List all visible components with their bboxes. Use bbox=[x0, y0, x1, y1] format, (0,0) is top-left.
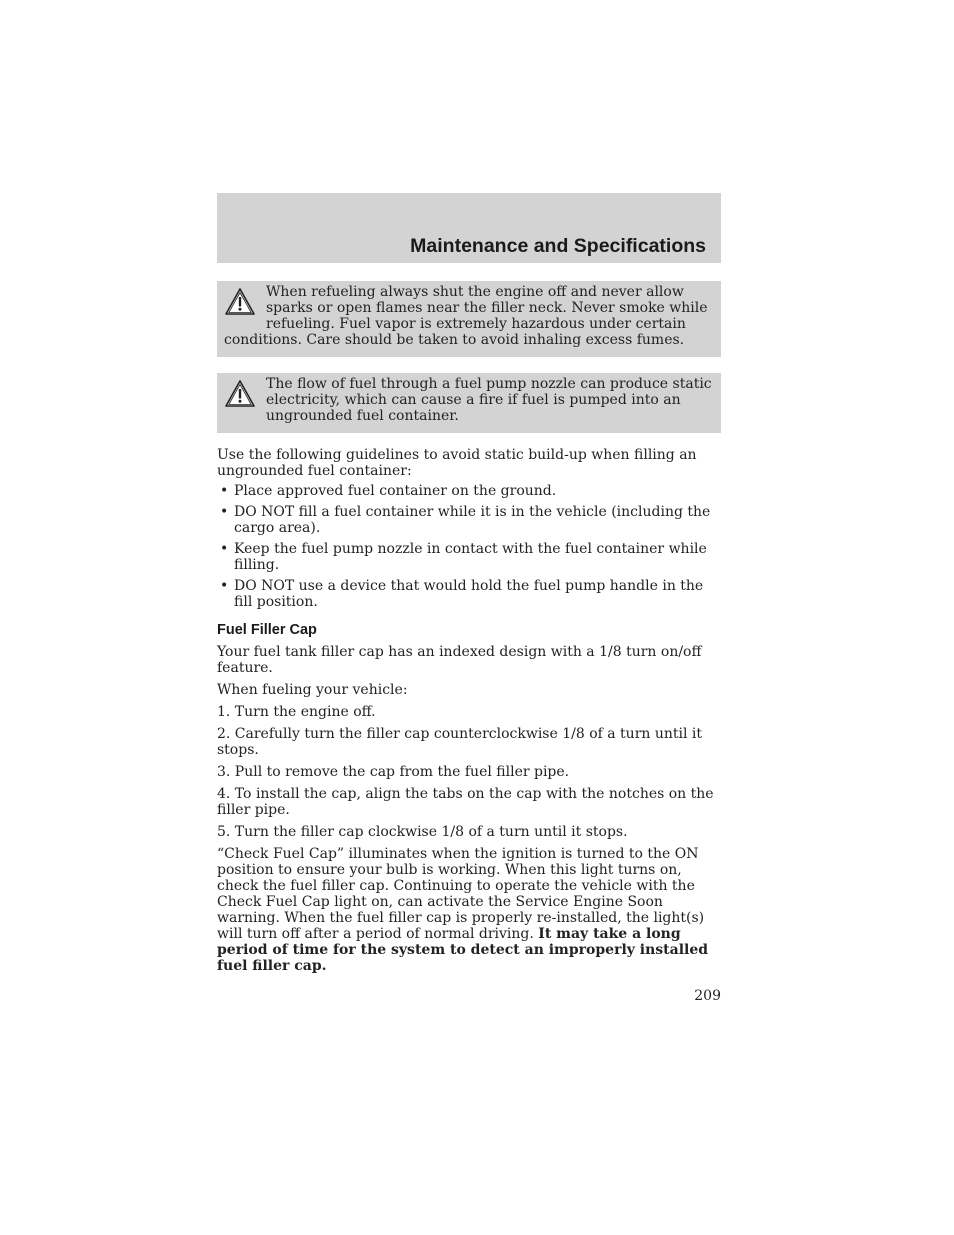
bullet: • bbox=[220, 504, 229, 520]
list-item: • DO NOT use a device that would hold the fuel pump handle in the fill position. bbox=[220, 578, 704, 610]
step-item: 1. Turn the engine off. bbox=[217, 704, 376, 720]
step-item: 5. Turn the filler cap clockwise 1/8 of a turn until it stops. bbox=[217, 824, 628, 840]
manual-page bbox=[217, 193, 721, 1004]
warning-box-refueling bbox=[217, 281, 721, 357]
paragraph: Your fuel tank filler cap has an indexed design with a 1/8 turn on/off feature. bbox=[217, 644, 702, 676]
bullet: • bbox=[220, 541, 229, 557]
closing-paragraph: “Check Fuel Cap” illuminates when the ignition is turned to the ON position to ensure your bulb is working. When this light turns on, check the fuel filler cap. Continuing to operate the vehicle with the Check Fuel Cap light on, can activate the Service Engine Soon warning. When the fuel filler cap is properly re-installed, the light(s) will turn off after a period of normal driving. It may take a long period of time for the system to detect an improperly installed fuel filler cap. bbox=[217, 846, 709, 974]
page-number: 209 bbox=[694, 988, 721, 1004]
closing-bold-text: It may take a long period of time for the system to detect an improperly installed fuel filler cap. bbox=[217, 926, 709, 974]
warning-triangle-icon bbox=[224, 287, 256, 317]
page-title: Maintenance and Specifications bbox=[410, 235, 706, 257]
bullet: • bbox=[220, 483, 229, 499]
list-item: • Place approved fuel container on the ground. bbox=[220, 483, 557, 499]
step-item: 2. Carefully turn the filler cap counterclockwise 1/8 of a turn until it stops. bbox=[217, 726, 703, 758]
paragraph: When fueling your vehicle: bbox=[217, 682, 408, 698]
guideline-list bbox=[217, 483, 721, 610]
intro-paragraph: Use the following guidelines to avoid static build-up when filling an ungrounded fuel container: bbox=[217, 447, 697, 479]
bullet: • bbox=[220, 578, 229, 594]
warning-text: When refueling always shut the engine off and never allow sparks or open flames near the filler neck. Never smoke while refueling. Fuel vapor is extremely hazardous under certain conditions. Care should be taken to avoid inhaling excess fumes. bbox=[224, 284, 708, 348]
section-heading: Fuel Filler Cap bbox=[217, 622, 317, 638]
warning-triangle-icon bbox=[224, 379, 256, 409]
list-item: • Keep the fuel pump nozzle in contact with the fuel container while filling. bbox=[220, 541, 707, 573]
list-item: • DO NOT fill a fuel container while it is in the vehicle (including the cargo area). bbox=[220, 504, 711, 536]
step-item: 4. To install the cap, align the tabs on the cap with the notches on the filler pipe. bbox=[217, 786, 714, 818]
warning-text: The flow of fuel through a fuel pump nozzle can produce static electricity, which can cause a fire if fuel is pumped into an ungrounded fuel container. bbox=[266, 376, 712, 424]
warning-box-static bbox=[217, 373, 721, 433]
header-band bbox=[217, 193, 721, 263]
step-item: 3. Pull to remove the cap from the fuel filler pipe. bbox=[217, 764, 570, 780]
